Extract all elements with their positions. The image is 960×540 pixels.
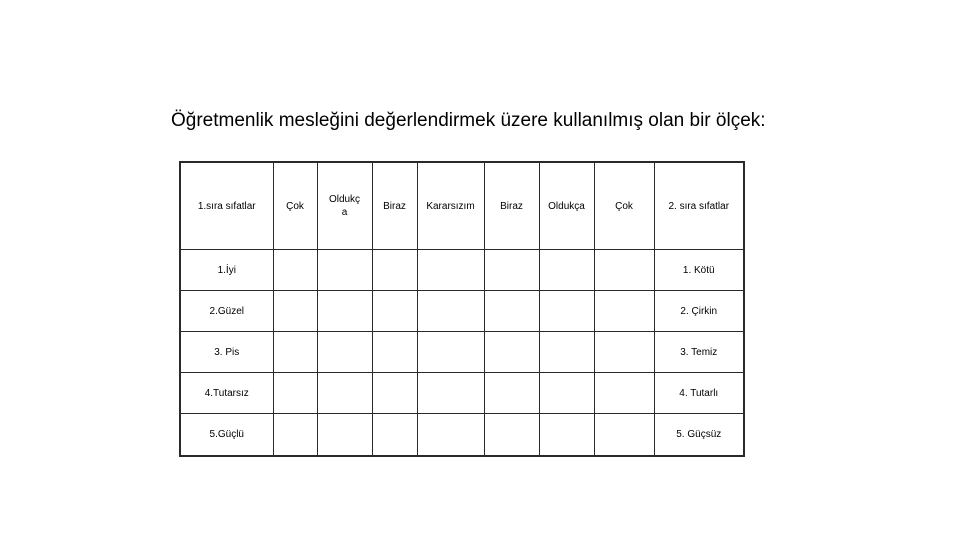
header-very-left: Çok <box>273 162 317 250</box>
right-adjective: 1. Kötü <box>654 250 744 291</box>
right-adjective: 2. Çirkin <box>654 291 744 332</box>
rating-cell[interactable] <box>273 291 317 332</box>
left-adjective: 1.İyi <box>180 250 273 291</box>
rating-cell[interactable] <box>372 414 417 457</box>
rating-cell[interactable] <box>539 373 594 414</box>
right-adjective: 5. Güçsüz <box>654 414 744 457</box>
rating-cell[interactable] <box>417 291 484 332</box>
rating-cell[interactable] <box>594 250 654 291</box>
rating-cell[interactable] <box>317 373 372 414</box>
header-second-adjectives: 2. sıra sıfatlar <box>654 162 744 250</box>
header-slightly-left: Biraz <box>372 162 417 250</box>
right-adjective: 3. Temiz <box>654 332 744 373</box>
rating-cell[interactable] <box>417 414 484 457</box>
rating-cell[interactable] <box>594 332 654 373</box>
rating-cell[interactable] <box>372 373 417 414</box>
rating-cell[interactable] <box>539 291 594 332</box>
rating-cell[interactable] <box>273 250 317 291</box>
rating-cell[interactable] <box>372 250 417 291</box>
rating-cell[interactable] <box>317 332 372 373</box>
rating-cell[interactable] <box>417 250 484 291</box>
header-first-adjectives: 1.sıra sıfatlar <box>180 162 273 250</box>
rating-cell[interactable] <box>317 291 372 332</box>
semantic-differential-scale-table <box>179 161 745 457</box>
rating-cell[interactable] <box>484 332 539 373</box>
page-title: Öğretmenlik mesleğini değerlendirmek üzere kullanılmış olan bir ölçek: <box>171 110 766 131</box>
rating-cell[interactable] <box>317 414 372 457</box>
rating-cell[interactable] <box>317 250 372 291</box>
rating-cell[interactable] <box>273 332 317 373</box>
rating-cell[interactable] <box>372 291 417 332</box>
table-row <box>180 414 744 457</box>
header-slightly-right: Biraz <box>484 162 539 250</box>
rating-cell[interactable] <box>273 373 317 414</box>
header-quite-right: Oldukça <box>539 162 594 250</box>
header-quite-left <box>317 162 372 250</box>
rating-cell[interactable] <box>484 414 539 457</box>
rating-cell[interactable] <box>539 414 594 457</box>
rating-cell[interactable] <box>594 291 654 332</box>
rating-cell[interactable] <box>539 250 594 291</box>
rating-cell[interactable] <box>484 291 539 332</box>
rating-cell[interactable] <box>594 414 654 457</box>
left-adjective: 5.Güçlü <box>180 414 273 457</box>
rating-cell[interactable] <box>372 332 417 373</box>
left-adjective: 2.Güzel <box>180 291 273 332</box>
header-row <box>180 162 744 250</box>
rating-cell[interactable] <box>484 250 539 291</box>
rating-cell[interactable] <box>273 414 317 457</box>
rating-cell[interactable] <box>417 373 484 414</box>
rating-cell[interactable] <box>594 373 654 414</box>
table-row <box>180 250 744 291</box>
header-very-right: Çok <box>594 162 654 250</box>
table-row <box>180 373 744 414</box>
header-undecided: Kararsızım <box>417 162 484 250</box>
left-adjective: 3. Pis <box>180 332 273 373</box>
table-row <box>180 291 744 332</box>
left-adjective: 4.Tutarsız <box>180 373 273 414</box>
header-quite-left-label: Oldukça <box>328 194 361 218</box>
rating-cell[interactable] <box>484 373 539 414</box>
rating-cell[interactable] <box>539 332 594 373</box>
rating-cell[interactable] <box>417 332 484 373</box>
table-row <box>180 332 744 373</box>
right-adjective: 4. Tutarlı <box>654 373 744 414</box>
